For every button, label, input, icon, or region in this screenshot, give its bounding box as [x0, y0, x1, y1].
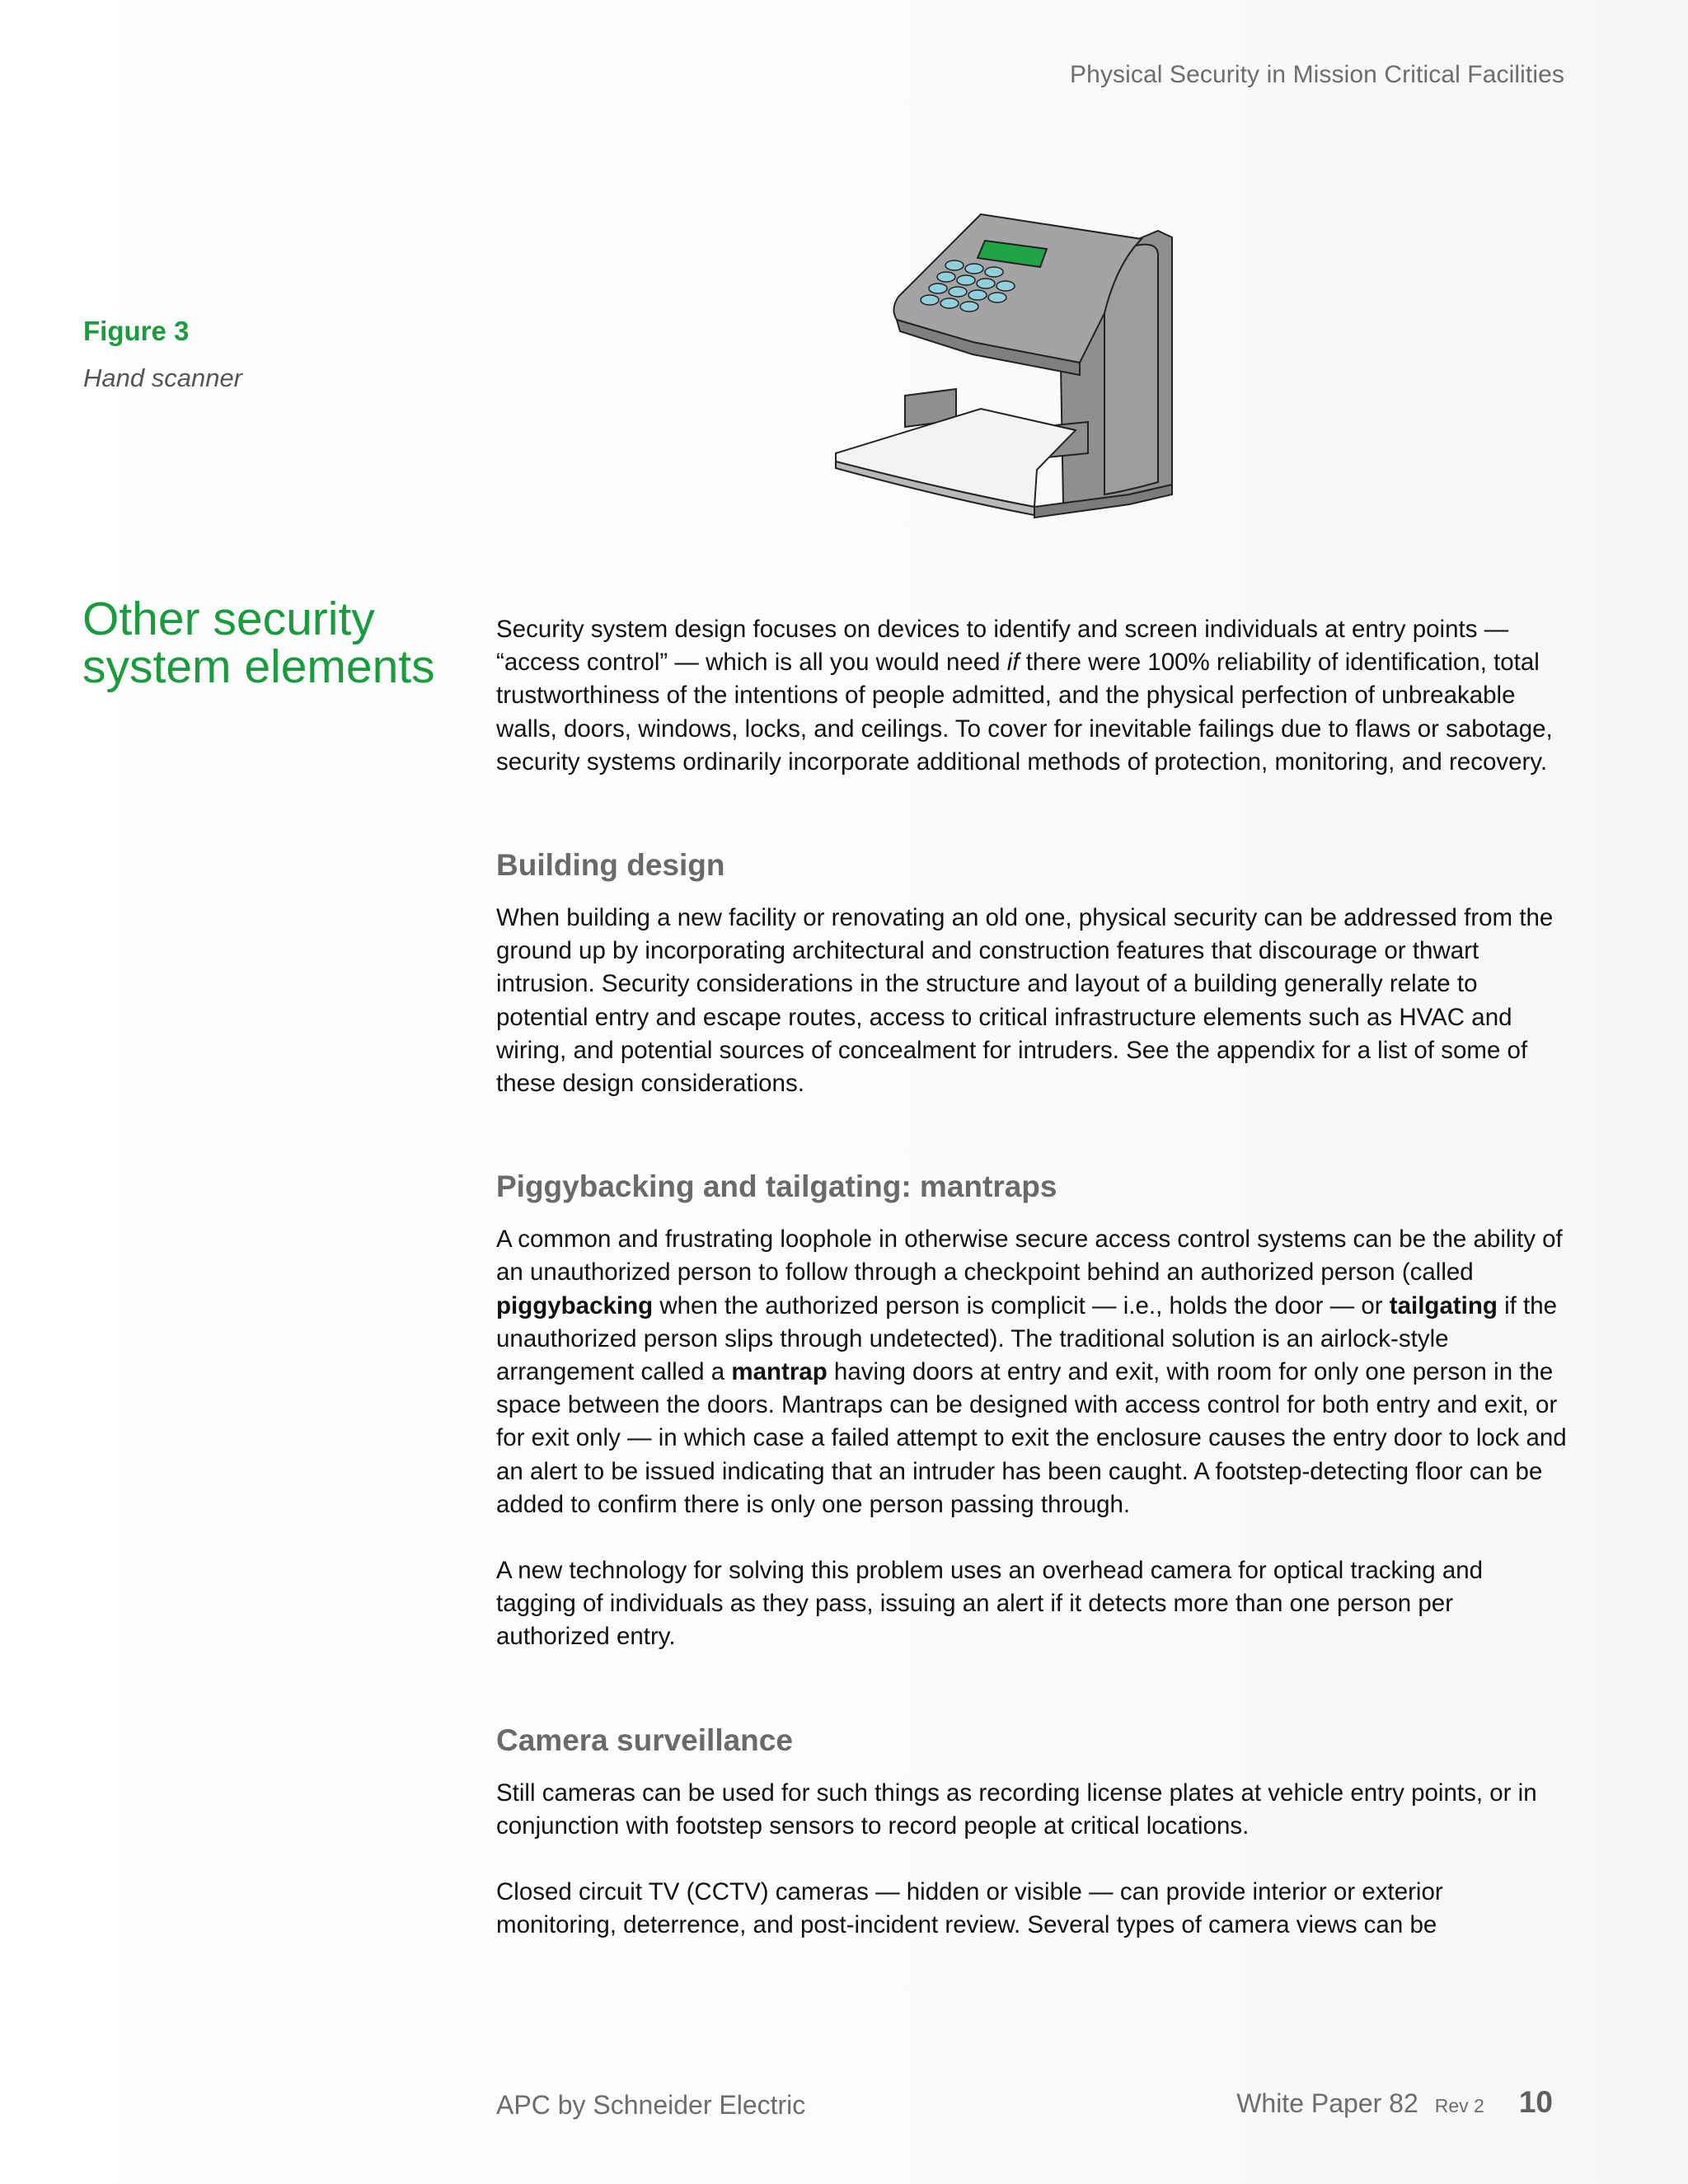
footer-doc-info: [1236, 2085, 1553, 2120]
piggybacking-paragraph-2: A new technology for solving this problem uses an overhead camera for optical tracking and tagging of individuals as they pass, issuing an alert if it detects more than one person per authorized entry.: [496, 1557, 1484, 1651]
section-title: [82, 595, 478, 691]
running-header: Physical Security in Mission Critical Facilities: [1070, 61, 1564, 88]
footer-revision: Rev 2: [1434, 2095, 1484, 2116]
footer-doc-title: White Paper 82: [1236, 2088, 1418, 2118]
figure-caption: Hand scanner: [83, 363, 243, 392]
intro-paragraph: Security system design focuses on devices to identify and screen individuals at entry points — “access control” — which is all you would need if there were 100% reliability of identification, total trustworthiness of the intentions of people admitted, and the physical perfection of unbreakable walls, doors, windows, locks, and ceilings. To cover for inevitable failings due to flaws or sabotage, security systems ordinarily incorporate additional methods of protection, monitoring, and recovery.: [496, 616, 1553, 776]
page-number: 10: [1518, 2085, 1553, 2119]
building-design-paragraph: When building a new facility or renovating an old one, physical security can be addressed from the ground up by incorporating architectural and construction features that discourage or thwart intrusion. Security considerations in the structure and layout of a building generally relate to potential entry and escape routes, access to critical infrastructure elements such as HVAC and wiring, and potential sources of concealment for intruders. See the appendix for a list of some of these design considerations.: [496, 904, 1554, 1098]
heading-camera-surveillance: Camera surveillance: [496, 1722, 793, 1757]
heading-piggybacking: Piggybacking and tailgating: mantraps: [496, 1169, 1057, 1204]
hand-scanner-illustration: [832, 206, 1195, 519]
piggybacking-paragraph-1: A common and frustrating loophole in otherwise secure access control systems can be the ability of an unauthorized person to follow through a checkpoint behind an authorized person (called piggybacking when the authorized person is complicit — i.e., holds the door — or tailgating if the unauthorized person slips through undetected). The traditional solution is an airlock-style arrangement called a mantrap having doors at entry and exit, with room for only one person in the space between the doors. Mantraps can be designed with access control for both entry and exit, or for exit only — in which case a failed attempt to exit the enclosure causes the entry door to lock and an alert to be issued indicating that an intruder has been caught. A footstep-detecting floor can be added to confirm there is only one person passing through.: [496, 1226, 1567, 1518]
section-title-line2: system elements: [82, 640, 435, 693]
camera-paragraph-1: Still cameras can be used for such things as recording license plates at vehicle entry points, or in conjunction with footstep sensors to record people at critical locations.: [496, 1779, 1537, 1840]
body-column: [496, 613, 1568, 1942]
heading-building-design: Building design: [496, 848, 725, 883]
figure-label: Figure 3: [83, 316, 190, 346]
camera-paragraph-2: Closed circuit TV (CCTV) cameras — hidden or visible — can provide interior or exterior monitoring, deterrence, and post-incident review. Several types of camera views can be: [496, 1878, 1443, 1939]
footer-publisher: APC by Schneider Electric: [496, 2090, 806, 2120]
section-title-line1: Other security: [82, 593, 375, 645]
